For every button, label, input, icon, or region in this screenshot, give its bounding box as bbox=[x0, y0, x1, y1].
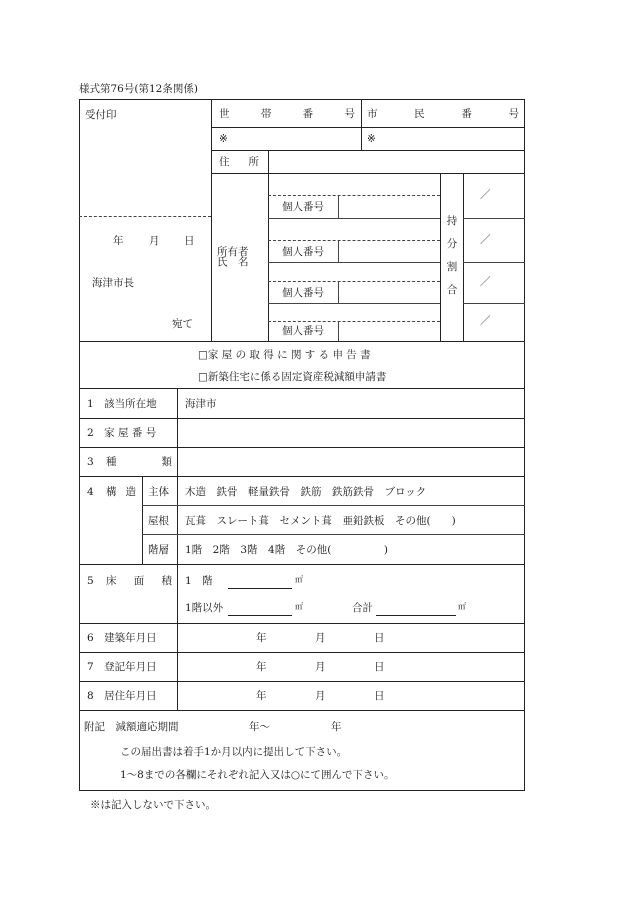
note-line-1: この届出書は着手1か月以内に提出して下さい。 bbox=[120, 746, 348, 758]
address-label: 住 所 bbox=[219, 156, 259, 168]
roof-options: 瓦葺 スレート葺 セメント葺 亜鉛鉄板 その他( ) bbox=[185, 515, 456, 527]
divider bbox=[142, 534, 525, 535]
residence-date-label: 8 居住年月日 bbox=[87, 690, 157, 702]
note-label: 附記 減額適応期間 bbox=[84, 721, 179, 733]
residence-date-day: 日 bbox=[374, 690, 385, 702]
divider bbox=[79, 564, 525, 565]
divider bbox=[268, 262, 440, 263]
main-body-label: 主体 bbox=[148, 486, 169, 498]
floor-area-label: 床 面 積 bbox=[106, 575, 172, 587]
location-label: 1 該当所在地 bbox=[87, 398, 157, 410]
divider bbox=[338, 240, 339, 262]
dashed-divider bbox=[268, 321, 440, 322]
note-from: 年〜 bbox=[249, 721, 270, 733]
form-number: 様式第76号(第12条関係) bbox=[79, 83, 198, 95]
date-year: 年 bbox=[113, 235, 124, 247]
personal-number-label: 個人番号 bbox=[282, 287, 324, 299]
share-slash: ／ bbox=[480, 189, 491, 201]
first-floor-blank bbox=[228, 588, 292, 589]
dashed-divider bbox=[79, 216, 211, 217]
divider bbox=[463, 303, 525, 304]
registration-date-label: 7 登記年月日 bbox=[87, 661, 157, 673]
divider bbox=[268, 218, 440, 219]
residence-date-year: 年 bbox=[256, 690, 267, 702]
divider bbox=[268, 150, 269, 341]
dashed-divider bbox=[268, 240, 440, 241]
structure-label: 構 造 bbox=[106, 486, 136, 498]
title-option-reduction: □新築住宅に係る固定資産税減額申請書 bbox=[198, 371, 387, 383]
divider bbox=[79, 388, 525, 389]
divider bbox=[79, 476, 525, 477]
divider bbox=[361, 99, 362, 150]
divider bbox=[177, 388, 178, 710]
floor-options: 1階 2階 3階 4階 その他( ) bbox=[185, 544, 388, 556]
note-line-2: 1〜8までの各欄にそれぞれ記入又は○にて囲んで下さい。 bbox=[120, 769, 395, 781]
other-floors-label: 1階以外 bbox=[185, 602, 224, 614]
citizen-number-label: 市 民 番 号 bbox=[367, 108, 519, 120]
type-label: 種 類 bbox=[106, 456, 172, 468]
built-date-day: 日 bbox=[374, 632, 385, 644]
registration-date-day: 日 bbox=[374, 661, 385, 673]
date-month: 月 bbox=[149, 235, 160, 247]
sqm-unit: ㎡ bbox=[295, 575, 303, 584]
first-floor-label: 1 階 bbox=[185, 575, 213, 587]
roof-label: 屋根 bbox=[148, 515, 169, 527]
office-use-mark: ※ bbox=[367, 133, 376, 145]
divider bbox=[211, 99, 212, 341]
divider bbox=[338, 281, 339, 303]
divider bbox=[79, 447, 525, 448]
registration-date-month: 月 bbox=[315, 661, 326, 673]
footer-note: ※は記入しないで下さい。 bbox=[90, 799, 216, 811]
sqm-unit: ㎡ bbox=[295, 602, 303, 611]
total-label: 合計 bbox=[352, 602, 373, 614]
divider bbox=[338, 321, 339, 341]
household-number-label: 世 帯 番 号 bbox=[219, 108, 355, 120]
date-day: 日 bbox=[184, 235, 195, 247]
location-value: 海津市 bbox=[185, 398, 217, 410]
addressee-suffix: 宛て bbox=[172, 318, 193, 330]
title-option-declaration: □家 屋 の 取 得 に 関 す る 申 告 書 bbox=[198, 349, 371, 361]
house-number-label: 2 家 屋 番 号 bbox=[87, 427, 157, 439]
dashed-divider bbox=[268, 195, 440, 196]
office-use-mark: ※ bbox=[219, 133, 228, 145]
type-number: 3 bbox=[87, 456, 94, 468]
divider bbox=[463, 218, 525, 219]
divider bbox=[463, 173, 464, 341]
total-blank bbox=[376, 615, 456, 616]
owner-name-label: 氏 名 bbox=[217, 256, 249, 268]
divider bbox=[268, 303, 440, 304]
divider bbox=[79, 652, 525, 653]
residence-date-month: 月 bbox=[315, 690, 326, 702]
floors-label: 階層 bbox=[148, 544, 169, 556]
other-floors-blank bbox=[228, 615, 292, 616]
divider bbox=[79, 710, 525, 711]
divider bbox=[79, 418, 525, 419]
divider bbox=[463, 262, 525, 263]
personal-number-label: 個人番号 bbox=[282, 201, 324, 213]
dashed-divider bbox=[268, 281, 440, 282]
divider bbox=[142, 505, 525, 506]
built-date-year: 年 bbox=[256, 632, 267, 644]
note-to: 年 bbox=[331, 721, 342, 733]
share-slash: ／ bbox=[480, 276, 491, 288]
built-date-label: 6 建築年月日 bbox=[87, 632, 157, 644]
divider bbox=[79, 681, 525, 682]
built-date-month: 月 bbox=[315, 632, 326, 644]
personal-number-label: 個人番号 bbox=[282, 325, 324, 337]
divider bbox=[338, 195, 339, 218]
addressee: 海津市長 bbox=[92, 277, 134, 289]
registration-date-year: 年 bbox=[256, 661, 267, 673]
main-body-options: 木造 鉄骨 軽量鉄骨 鉄筋 鉄筋鉄骨 ブロック bbox=[185, 486, 427, 498]
floor-area-number: 5 bbox=[87, 575, 94, 587]
sqm-unit: ㎡ bbox=[458, 602, 466, 611]
share-slash: ／ bbox=[480, 315, 491, 327]
divider bbox=[211, 127, 525, 128]
divider bbox=[79, 341, 525, 342]
receipt-stamp-label: 受付印 bbox=[85, 109, 117, 121]
structure-number: 4 bbox=[87, 486, 94, 498]
share-ratio-label: 持 分 割 合 bbox=[446, 215, 458, 296]
divider bbox=[142, 476, 143, 564]
owner-label: 所有者 bbox=[217, 246, 249, 258]
divider bbox=[211, 173, 525, 174]
divider bbox=[211, 150, 525, 151]
divider bbox=[79, 623, 525, 624]
share-slash: ／ bbox=[480, 234, 491, 246]
personal-number-label: 個人番号 bbox=[282, 246, 324, 258]
divider bbox=[440, 173, 441, 341]
